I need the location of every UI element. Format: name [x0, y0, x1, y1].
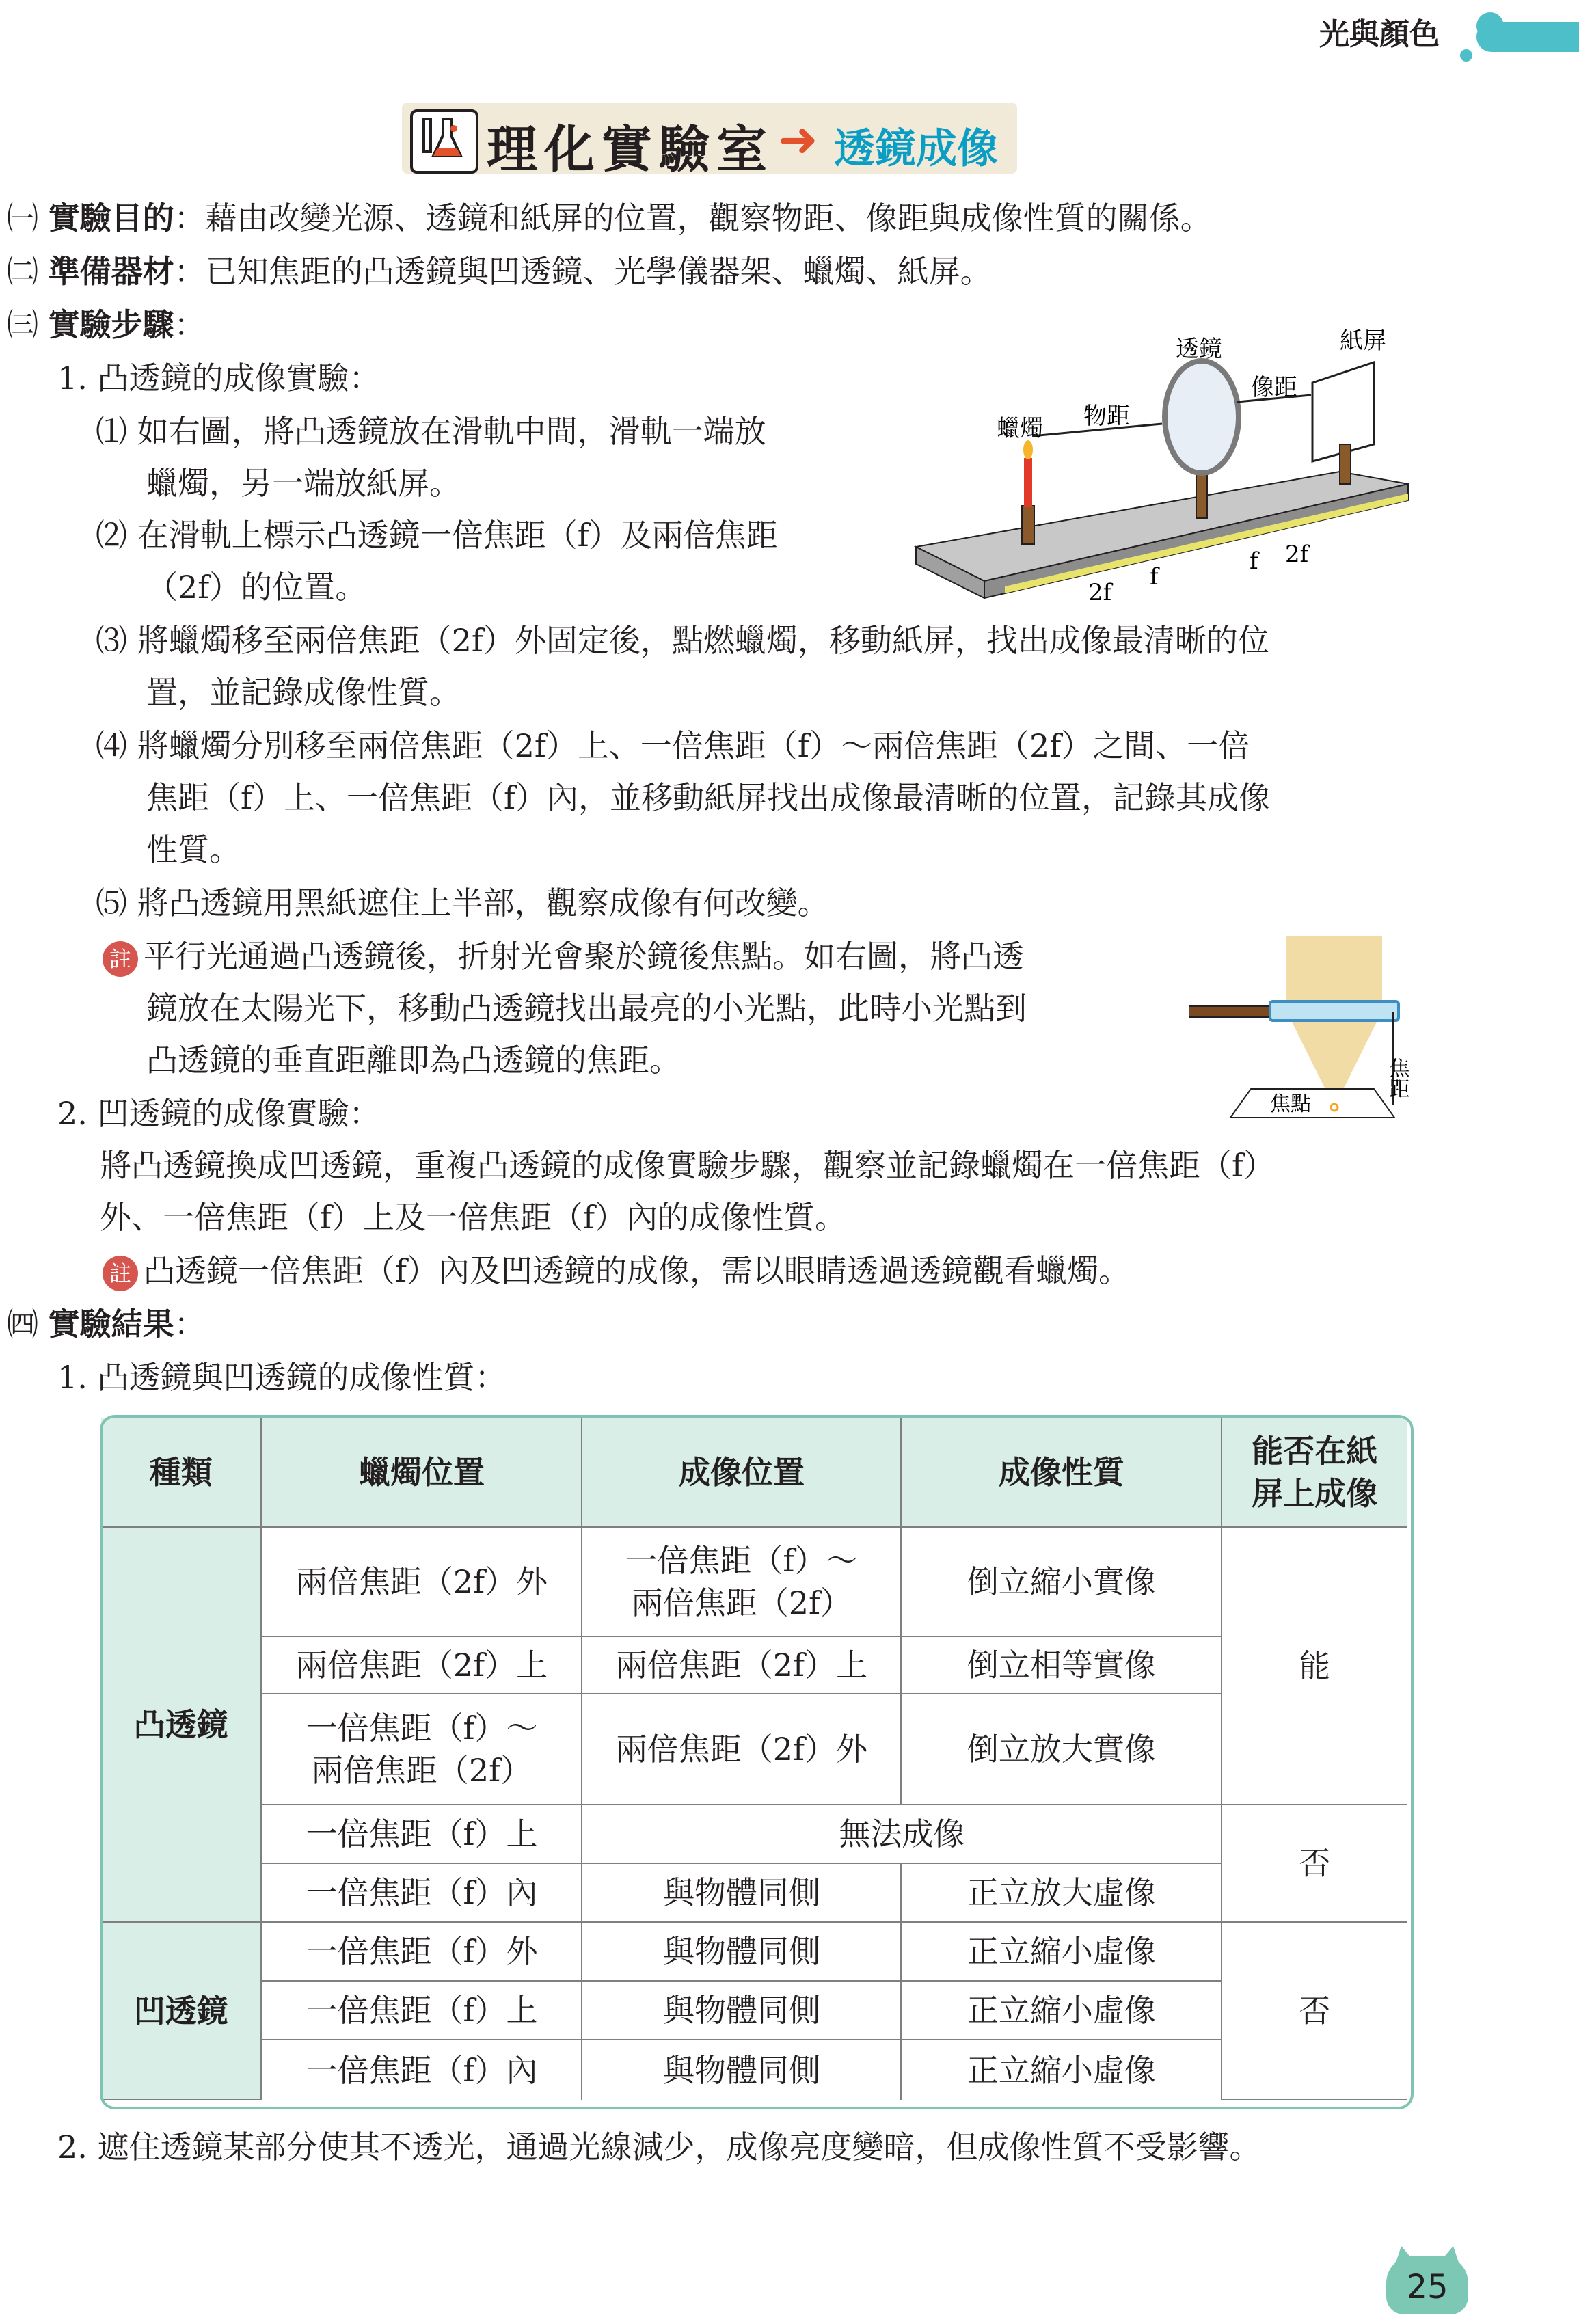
- section-marker: ㈠: [7, 200, 38, 237]
- cell-image-nature: 倒立縮小實像: [901, 1527, 1222, 1636]
- paper-sheet: [1230, 1089, 1394, 1118]
- cell-no-image: 無法成像: [582, 1805, 1222, 1863]
- note1-line1: [103, 935, 1024, 977]
- note2-text: 凸透鏡一倍焦距（f）內及凹透鏡的成像，需以眼睛透過透鏡觀看蠟燭。: [144, 1252, 1131, 1289]
- page-number: 25: [1406, 2268, 1448, 2306]
- step1-p4c: 性質。: [146, 831, 241, 868]
- mark-f-left: f: [1150, 563, 1159, 591]
- cell-image-nature: 正立縮小虛像: [901, 1922, 1222, 1981]
- header-on-screen: 能否在紙 屏上成像: [1222, 1418, 1407, 1527]
- step1-p5: ⑸ 將凸透鏡用黑紙遮住上半部，觀察成像有何改變。: [96, 884, 829, 921]
- cell-on-screen-yes: 能: [1222, 1527, 1407, 1805]
- note-badge: 註: [103, 941, 138, 977]
- table-row: [101, 1694, 1407, 1805]
- cell-image-nature: 正立縮小虛像: [901, 2040, 1222, 2100]
- cell-image-pos: 與物體同側: [582, 1981, 901, 2040]
- header-type: 種類: [101, 1418, 261, 1527]
- image-distance-label: 像距: [1251, 374, 1297, 401]
- cat-ears-icon: [1386, 2243, 1468, 2271]
- step1-p2a: ⑵ 在滑軌上標示凸透鏡一倍焦距（f）及兩倍焦距: [96, 517, 778, 554]
- table-row: [101, 1863, 1407, 1922]
- cell-image-nature: 正立放大虛像: [901, 1863, 1222, 1922]
- focal-length-label: 焦距: [1385, 1057, 1409, 1098]
- section-label: 實驗步驟: [48, 306, 174, 343]
- mark-2f-right: 2f: [1285, 541, 1309, 568]
- step1-p3b: 置，並記錄成像性質。: [146, 674, 461, 711]
- section-label: 實驗目的: [48, 200, 174, 237]
- object-distance-label: 物距: [1083, 403, 1130, 430]
- cell-image-pos: 一倍焦距（f）～ 兩倍焦距（2f）: [582, 1527, 901, 1636]
- table-row: [101, 1981, 1407, 2040]
- step1-p3a: ⑶ 將蠟燭移至兩倍焦距（2f）外固定後，點燃蠟燭，移動紙屏，找出成像最清晰的位: [96, 622, 1269, 659]
- cell-image-nature: 倒立相等實像: [901, 1636, 1222, 1694]
- table-row: [101, 1922, 1407, 1981]
- candle-label: 蠟燭: [997, 415, 1043, 442]
- paw-icon: [1460, 49, 1472, 62]
- screen-label: 紙屏: [1340, 327, 1386, 355]
- cell-candle-pos: 兩倍焦距（2f）上: [261, 1636, 582, 1694]
- step2-line2: 外、一倍焦距（f）上及一倍焦距（f）內的成像性質。: [100, 1199, 847, 1236]
- flask-icon: [410, 109, 478, 174]
- cell-image-pos: 與物體同側: [582, 1863, 901, 1922]
- step1-title: 1. 凸透鏡的成像實驗：: [57, 360, 381, 396]
- arrow-right-icon: ➜: [778, 111, 818, 167]
- section-results: [7, 1303, 206, 1345]
- step2-line1: 將凸透鏡換成凹透鏡，重複凸透鏡的成像實驗步驟，觀察並記錄蠟燭在一倍焦距（f）: [100, 1147, 1276, 1184]
- step1-p2b: （2f）的位置。: [146, 569, 367, 606]
- candle: [1024, 458, 1032, 507]
- step1-p1b: 蠟燭，另一端放紙屏。: [146, 465, 461, 502]
- note2-line: [103, 1249, 1130, 1292]
- step1-p1a: ⑴ 如右圖，將凸透鏡放在滑軌中間，滑軌一端放: [96, 413, 766, 450]
- section-label: 實驗結果: [48, 1306, 174, 1342]
- note1-text: 平行光通過凸透鏡後，折射光會聚於鏡後焦點。如右圖，將凸透: [144, 938, 1024, 975]
- rail-top: [916, 472, 1408, 581]
- cell-candle-pos: 一倍焦距（f）內: [261, 2040, 582, 2100]
- cell-candle-pos: 一倍焦距（f）～ 兩倍焦距（2f）: [261, 1694, 582, 1805]
- result2-line: 2. 遮住透鏡某部分使其不透光，通過光線減少，成像亮度變暗，但成像性質不受影響。: [57, 2129, 1261, 2165]
- section-marker: ㈡: [7, 253, 38, 290]
- lens-on-handle: [1270, 1001, 1399, 1021]
- note1-line2: 鏡放在太陽光下，移動凸透鏡找出最亮的小光點，此時小光點到: [146, 990, 1027, 1027]
- header-image-nature: 成像性質: [901, 1418, 1222, 1527]
- screen-holder: [1340, 444, 1351, 484]
- cell-candle-pos: 一倍焦距（f）上: [261, 1981, 582, 2040]
- section-marker: ㈣: [7, 1306, 38, 1342]
- cell-on-screen-no: 否: [1222, 1922, 1407, 2100]
- section-steps: [7, 303, 206, 346]
- lens-handle: [1189, 1006, 1270, 1017]
- candle-holder: [1022, 506, 1034, 544]
- section-label: 準備器材: [48, 253, 174, 290]
- optical-bench-diagram: [902, 321, 1422, 615]
- step1-p4b: 焦距（f）上、一倍焦距（f）內，並移動紙屏找出成像最清晰的位置，記錄其成像: [146, 779, 1271, 816]
- cell-image-nature: 正立縮小虛像: [901, 1981, 1222, 2040]
- chapter-title: 光與顏色: [1319, 17, 1440, 52]
- header-image-pos: 成像位置: [582, 1418, 901, 1527]
- result1-title: 1. 凸透鏡與凹透鏡的成像性質：: [57, 1359, 507, 1396]
- cell-candle-pos: 一倍焦距（f）外: [261, 1922, 582, 1981]
- cell-candle-pos: 一倍焦距（f）內: [261, 1863, 582, 1922]
- cell-image-nature: 倒立放大實像: [901, 1694, 1222, 1805]
- step1-p4a: ⑷ 將蠟燭分別移至兩倍焦距（2f）上、一倍焦距（f）～兩倍焦距（2f）之間、一倍: [96, 727, 1250, 764]
- category-concave: 凹透鏡: [101, 1922, 261, 2100]
- table-row: [101, 1805, 1407, 1863]
- category-convex: 凸透鏡: [101, 1527, 261, 1922]
- lens-label: 透鏡: [1176, 336, 1222, 363]
- focal-length-diagram: [1189, 933, 1422, 1138]
- table-row: [101, 2040, 1407, 2100]
- cell-on-screen-no: 否: [1222, 1805, 1407, 1922]
- cell-image-pos: 兩倍焦距（2f）外: [582, 1694, 901, 1805]
- cell-image-pos: 兩倍焦距（2f）上: [582, 1636, 901, 1694]
- mark-2f-left: 2f: [1088, 579, 1112, 606]
- cell-image-pos: 與物體同側: [582, 1922, 901, 1981]
- convex-lens: [1165, 361, 1239, 473]
- section-text: ：藉由改變光源、透鏡和紙屏的位置，觀察物距、像距與成像性質的關係。: [174, 200, 1212, 237]
- lens-holder: [1196, 472, 1207, 518]
- table-row: [101, 1527, 1407, 1636]
- section-materials: [7, 250, 992, 293]
- cell-candle-pos: 兩倍焦距（2f）外: [261, 1527, 582, 1636]
- header-candle-pos: 蠟燭位置: [261, 1418, 582, 1527]
- step2-title: 2. 凹透鏡的成像實驗：: [57, 1095, 381, 1132]
- imaging-table: [101, 1418, 1407, 2100]
- table-header-row: [101, 1418, 1407, 1527]
- focus-label: 焦點: [1270, 1092, 1311, 1116]
- banner-title: 理化實驗室: [487, 120, 774, 179]
- section-text: ：: [174, 1306, 206, 1342]
- note-badge: 註: [103, 1256, 138, 1291]
- section-purpose: [7, 197, 1212, 239]
- cell-candle-pos: 一倍焦距（f）上: [261, 1805, 582, 1863]
- section-text: ：: [174, 306, 206, 343]
- table-row: [101, 1636, 1407, 1694]
- paw-icon: [1476, 12, 1504, 40]
- section-marker: ㈢: [7, 306, 38, 343]
- focus-point: [1331, 1104, 1338, 1111]
- section-text: ：已知焦距的凸透鏡與凹透鏡、光學儀器架、蠟燭、紙屏。: [174, 253, 992, 290]
- mark-f-right: f: [1250, 548, 1258, 575]
- banner-subtitle: 透鏡成像: [834, 125, 998, 173]
- candle-flame: [1023, 440, 1033, 459]
- cell-image-pos: 與物體同側: [582, 2040, 901, 2100]
- note1-line3: 凸透鏡的垂直距離即為凸透鏡的焦距。: [146, 1042, 681, 1079]
- sunlight-beam: [1286, 936, 1382, 1011]
